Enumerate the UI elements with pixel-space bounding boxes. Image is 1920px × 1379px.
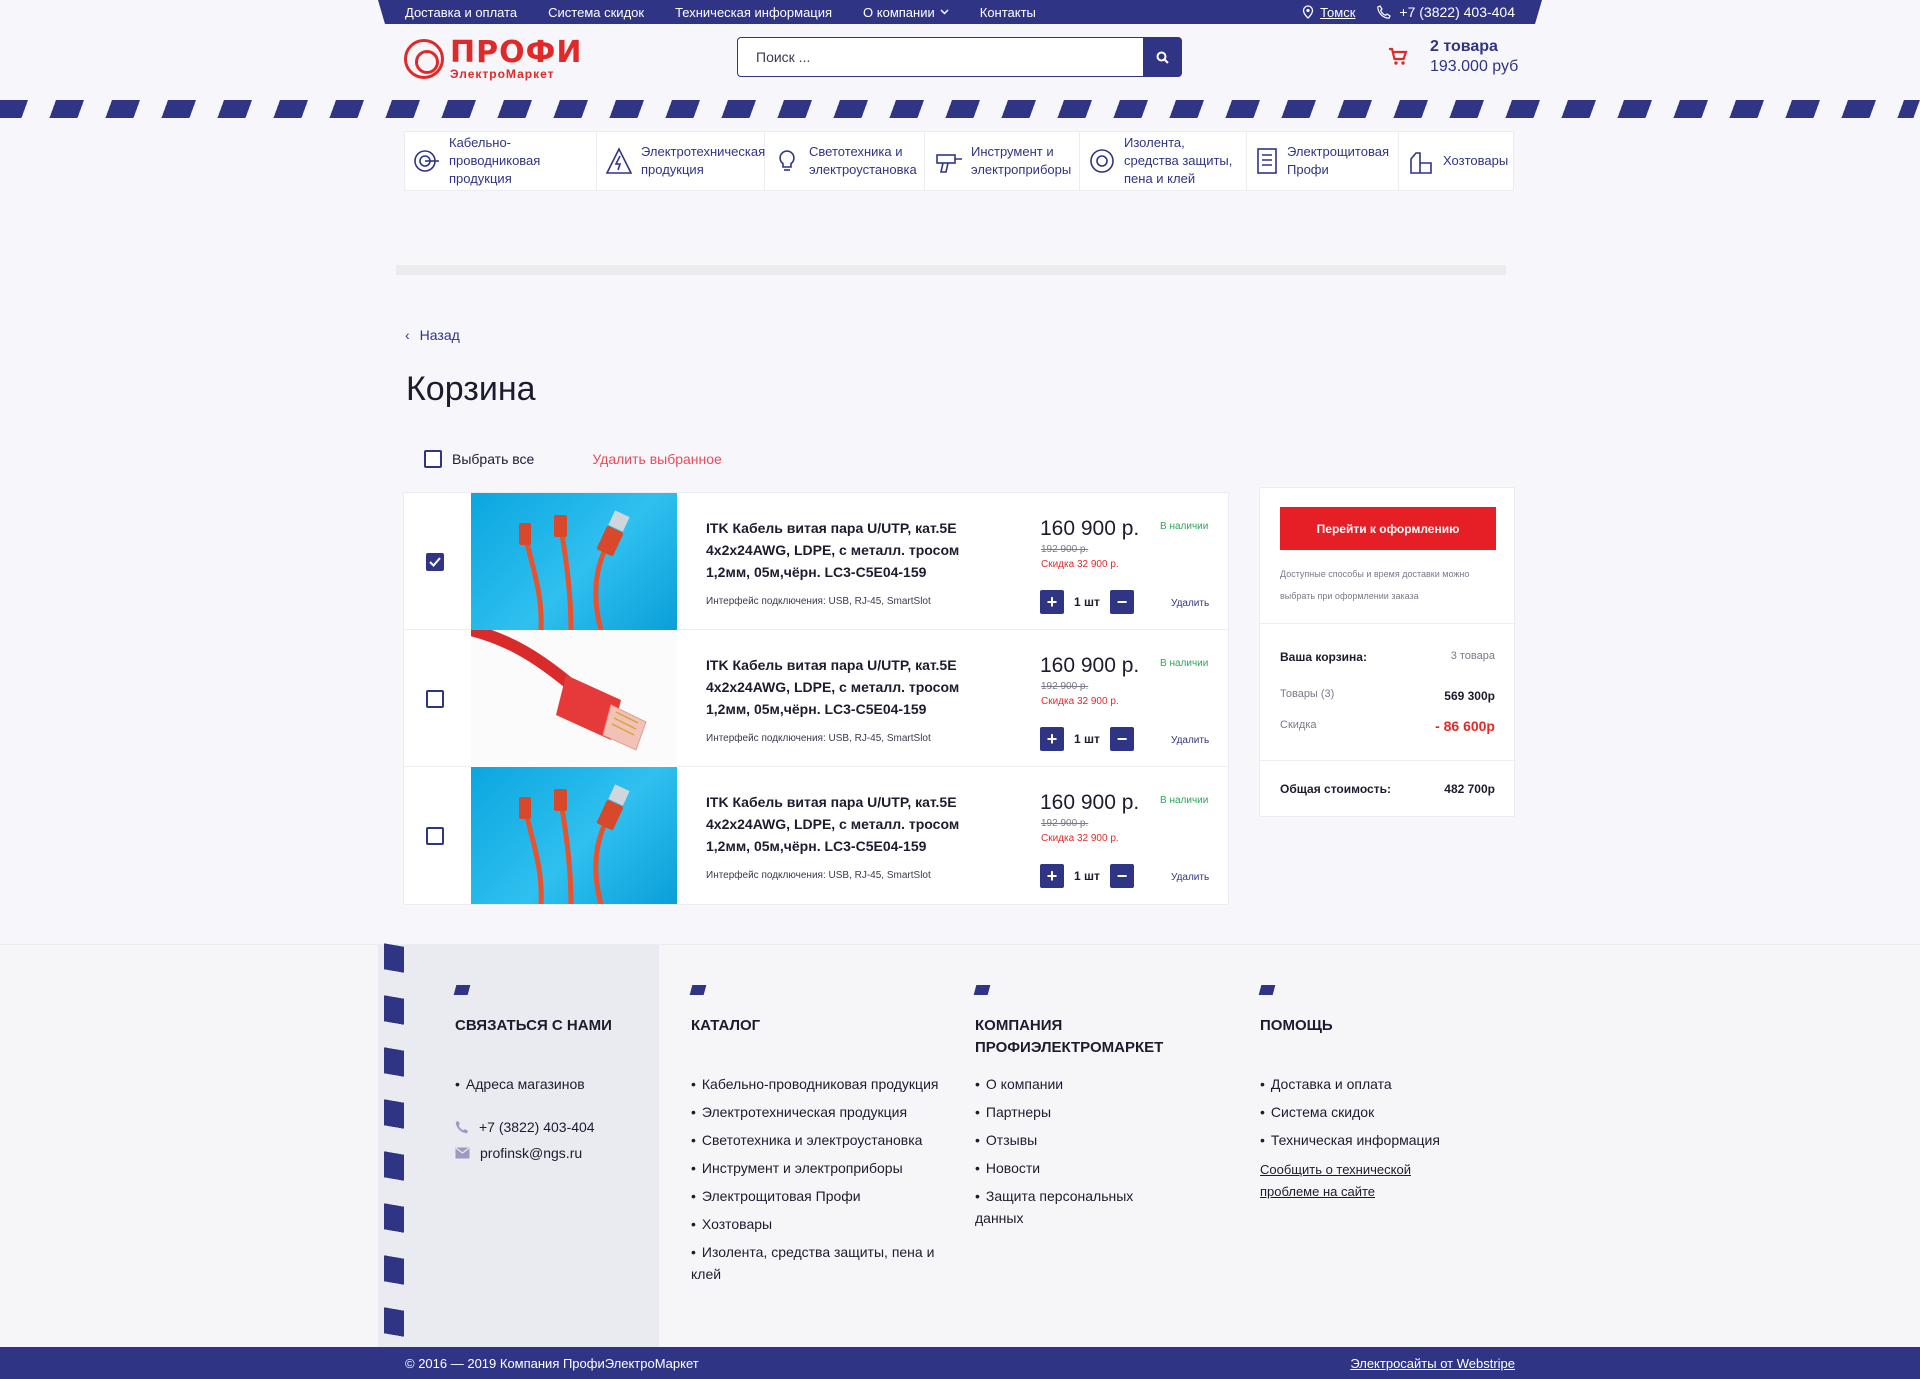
catalog-menu [404, 131, 1514, 191]
select-all-label[interactable]: Выбрать все [452, 451, 535, 467]
minus-icon: − [1116, 728, 1128, 749]
drill-icon [933, 147, 963, 175]
minus-button[interactable] [1110, 864, 1134, 888]
item-checkbox[interactable] [426, 690, 444, 708]
footer-help-title: ПОМОЩЬ [1260, 1017, 1333, 1034]
top-phone[interactable] [1377, 4, 1515, 20]
plus-button[interactable] [1040, 864, 1064, 888]
plus-icon: + [1046, 591, 1058, 612]
back-label: Назад [419, 327, 460, 343]
check-icon [429, 557, 441, 567]
back-link[interactable] [405, 327, 460, 343]
remove-item-link[interactable]: Удалить [1171, 872, 1210, 883]
stock-status: В наличии [1160, 658, 1209, 669]
footer-catalog-link[interactable]: • Светотехника и электроустановка [691, 1129, 946, 1151]
checkout-button[interactable]: Перейти к оформлению [1280, 507, 1496, 550]
select-all-checkbox[interactable] [424, 450, 442, 468]
lightbulb-icon [773, 147, 801, 175]
catalog-item-electro[interactable] [597, 132, 765, 190]
cart-items [403, 492, 1229, 905]
quantity-value: 1 шт [1074, 732, 1100, 746]
topnav-contacts[interactable]: Контакты [979, 4, 1036, 20]
product-attribute: Интерфейс подключения: USB, RJ-45, SmartSlot [706, 733, 931, 744]
select-row [424, 450, 722, 468]
total-value: 482 700р [1444, 782, 1495, 796]
footer-catalog-title: КАТАЛОГ [691, 1017, 761, 1034]
footer-company-link[interactable]: • Новости [975, 1157, 1195, 1179]
product-discount: Скидка 32 900 р. [1041, 833, 1119, 844]
goods-value: 569 300р [1444, 689, 1495, 703]
quantity-stepper [1040, 864, 1134, 888]
footer-email[interactable] [455, 1145, 645, 1161]
footer-company-link[interactable]: • Партнеры [975, 1101, 1195, 1123]
remove-item-link[interactable]: Удалить [1171, 598, 1210, 609]
discount-label: Скидка [1280, 719, 1317, 731]
chevron-left-icon: ‹ [405, 327, 410, 343]
minus-icon: − [1116, 591, 1128, 612]
cart-count: 2 товара [1430, 38, 1498, 55]
minus-button[interactable] [1110, 727, 1134, 751]
product-image[interactable] [471, 767, 677, 904]
product-price: 160 900 р. [1040, 517, 1140, 540]
search-icon [1156, 51, 1169, 64]
footer-help-link[interactable]: • Система скидок [1260, 1101, 1490, 1123]
phone-icon [455, 1120, 469, 1134]
catalog-item-label: Хозтовары [1443, 153, 1509, 168]
footer-address-link[interactable]: • Адреса магазинов [455, 1073, 645, 1095]
top-phone-label: +7 (3822) 403-404 [1399, 4, 1515, 20]
product-discount: Скидка 32 900 р. [1041, 696, 1119, 707]
footer-marker [690, 985, 707, 995]
product-title[interactable]: ITK Кабель витая пара U/UTP, кат.5E 4х2х24AWG, LDPE, с металл. тросом 1,2мм, 05м,чёрн. LC3-C5E04-159 [706, 657, 960, 717]
product-attribute: Интерфейс подключения: USB, RJ-45, SmartSlot [706, 596, 931, 607]
top-bar [0, 0, 1920, 24]
product-image[interactable] [471, 493, 677, 630]
phone-icon [1377, 5, 1391, 19]
footer-company-title: КОМПАНИЯ ПРОФИЭЛЕКТРОМАРКЕТ [975, 1017, 1164, 1056]
catalog-item-label: Кабельно-проводниковая продукция [449, 135, 541, 186]
cart-item [404, 630, 1228, 767]
product-title[interactable]: ITK Кабель витая пара U/UTP, кат.5E 4х2х24AWG, LDPE, с металл. тросом 1,2мм, 05м,чёрн. LC3-C5E04-159 [706, 794, 960, 854]
usb-cables-image [471, 767, 677, 904]
footer-catalog-link[interactable]: • Электротехническая продукция [691, 1101, 946, 1123]
product-title[interactable]: ITK Кабель витая пара U/UTP, кат.5E 4х2х24AWG, LDPE, с металл. тросом 1,2мм, 05м,чёрн. LC3-C5E04-159 [706, 520, 960, 580]
cart-sum: 193.000 руб [1430, 58, 1519, 75]
item-checkbox[interactable] [426, 827, 444, 845]
decorative-stripe [0, 100, 1920, 118]
catalog-item-tape[interactable] [1080, 132, 1247, 190]
minus-icon: − [1116, 865, 1128, 886]
delete-selected-link[interactable]: Удалить выбранное [592, 451, 722, 467]
footer-decorative-stripe [384, 943, 404, 1350]
search-button[interactable] [1143, 37, 1182, 77]
divider [396, 265, 1506, 275]
switchboard-icon [1255, 147, 1279, 175]
catalog-item-label: Изолента, средства защиты, пена и клей [1124, 135, 1233, 186]
discount-value: - 86 600р [1435, 718, 1495, 734]
catalog-item-label: Электротехническая продукция [641, 144, 766, 177]
catalog-item-label: Светотехника и электроустановка [809, 144, 917, 177]
logo-subtitle: ЭлектроМаркет [450, 67, 555, 81]
quantity-stepper [1040, 590, 1134, 614]
footer-phone[interactable] [455, 1119, 645, 1135]
top-contacts [1302, 0, 1515, 24]
cart-icon [1388, 47, 1408, 67]
catalog-item-switchboard[interactable] [1247, 132, 1399, 190]
city-label: Томск [1320, 4, 1356, 20]
catalog-item-lighting[interactable] [765, 132, 925, 190]
product-image[interactable] [471, 630, 677, 767]
search-input[interactable] [737, 37, 1143, 77]
quantity-value: 1 шт [1074, 869, 1100, 883]
product-old-price: 192 900 р. [1041, 681, 1089, 692]
footer-help-link[interactable]: • Доставка и оплата [1260, 1073, 1490, 1095]
logo[interactable] [404, 36, 600, 82]
footer-help-link[interactable]: • Техническая информация [1260, 1129, 1490, 1151]
plus-icon: + [1046, 865, 1058, 886]
footer-company-link[interactable]: • Отзывы [975, 1129, 1195, 1151]
summary-divider [1260, 760, 1516, 761]
footer-catalog-link[interactable]: • Хозтовары [691, 1213, 946, 1235]
product-discount: Скидка 32 900 р. [1041, 559, 1119, 570]
footer-help [1260, 985, 1490, 1203]
total-label: Общая стоимость: [1280, 782, 1391, 796]
lightning-icon [605, 147, 633, 175]
product-attribute: Интерфейс подключения: USB, RJ-45, SmartSlot [706, 870, 931, 881]
footer-contact-title: СВЯЗАТЬСЯ С НАМИ [455, 1017, 612, 1034]
goods-label: Товары (3) [1280, 688, 1335, 700]
report-problem-link[interactable]: Сообщить о технической проблеме на сайте [1260, 1162, 1411, 1199]
plus-button[interactable] [1040, 590, 1064, 614]
catalog-item-household[interactable] [1399, 132, 1513, 190]
product-old-price: 192 900 р. [1041, 818, 1089, 829]
plus-button[interactable] [1040, 727, 1064, 751]
quantity-value: 1 шт [1074, 595, 1100, 609]
catalog-item-label: Инструмент и электроприборы [971, 144, 1072, 177]
minus-button[interactable] [1110, 590, 1134, 614]
usb-cables-image [471, 493, 677, 630]
catalog-item-tools[interactable] [925, 132, 1080, 190]
footer [0, 944, 1920, 1347]
logo-title: ПРОФИ [450, 35, 583, 70]
footer-catalog [691, 985, 946, 1291]
rj45-cable-image [471, 630, 677, 767]
footer-catalog-link[interactable]: • Кабельно-проводниковая продукция [691, 1073, 946, 1095]
footer-marker [974, 985, 991, 995]
footer-phone-label: +7 (3822) 403-404 [479, 1119, 595, 1135]
cable-reel-icon [413, 147, 441, 175]
logo-mark-icon [404, 39, 444, 79]
stock-status: В наличии [1160, 521, 1209, 532]
product-old-price: 192 900 р. [1041, 544, 1089, 555]
quantity-stepper [1040, 727, 1134, 751]
location-pin-icon [1302, 5, 1314, 19]
topnav-delivery[interactable]: Доставка и оплата [405, 4, 518, 20]
topnav-discounts[interactable]: Система скидок [548, 4, 645, 20]
chevron-down-icon [940, 9, 949, 15]
tape-icon [1088, 147, 1116, 175]
cart-summary-count: 3 товара [1450, 650, 1495, 662]
plus-icon: + [1046, 728, 1058, 749]
household-icon [1407, 147, 1435, 175]
order-summary [1259, 487, 1515, 817]
developer-link[interactable]: Электросайты от Webstripe [1350, 1356, 1515, 1371]
delivery-note: Доступные способы и время доставки можно выбрать при оформлении заказа [1280, 569, 1470, 601]
footer-catalog-link[interactable]: • Электрощитовая Профи [691, 1185, 946, 1207]
top-nav [405, 0, 1036, 24]
summary-divider [1260, 623, 1516, 624]
footer-marker [454, 985, 471, 995]
catalog-item-cable[interactable] [405, 132, 597, 190]
topnav-about[interactable] [863, 5, 949, 20]
product-price: 160 900 р. [1040, 654, 1140, 677]
footer-company-link[interactable]: • О компании [975, 1073, 1195, 1095]
copyright: © 2016 — 2019 Компания ПрофиЭлектроМаркет [405, 1356, 699, 1371]
bottom-bar [0, 1347, 1920, 1379]
footer-company-link[interactable]: • Защита персональных данных [975, 1185, 1135, 1229]
remove-item-link[interactable]: Удалить [1171, 735, 1210, 746]
cart-item [404, 493, 1228, 630]
topnav-about-label: О компании [863, 4, 935, 20]
footer-company [975, 985, 1195, 1235]
catalog-item-label: Электрощитовая Профи [1287, 144, 1390, 177]
mail-icon [455, 1147, 470, 1159]
stock-status: В наличии [1160, 795, 1209, 806]
footer-email-label: profinsk@ngs.ru [480, 1145, 583, 1161]
cart-summary-label: Ваша корзина: [1280, 650, 1367, 664]
header-cart[interactable] [1388, 38, 1518, 76]
footer-contact [455, 985, 645, 1161]
footer-catalog-link[interactable]: • Инструмент и электроприборы [691, 1157, 946, 1179]
city-selector[interactable] [1302, 5, 1355, 20]
page-title: Корзина [406, 370, 536, 408]
footer-catalog-link[interactable]: • Изолента, средства защиты, пена и клей [691, 1241, 946, 1285]
cart-item [404, 767, 1228, 904]
footer-marker [1259, 985, 1276, 995]
item-checkbox[interactable] [426, 553, 444, 571]
product-price: 160 900 р. [1040, 791, 1140, 814]
topnav-tech-info[interactable]: Техническая информация [675, 4, 833, 20]
search-bar [737, 37, 1182, 77]
